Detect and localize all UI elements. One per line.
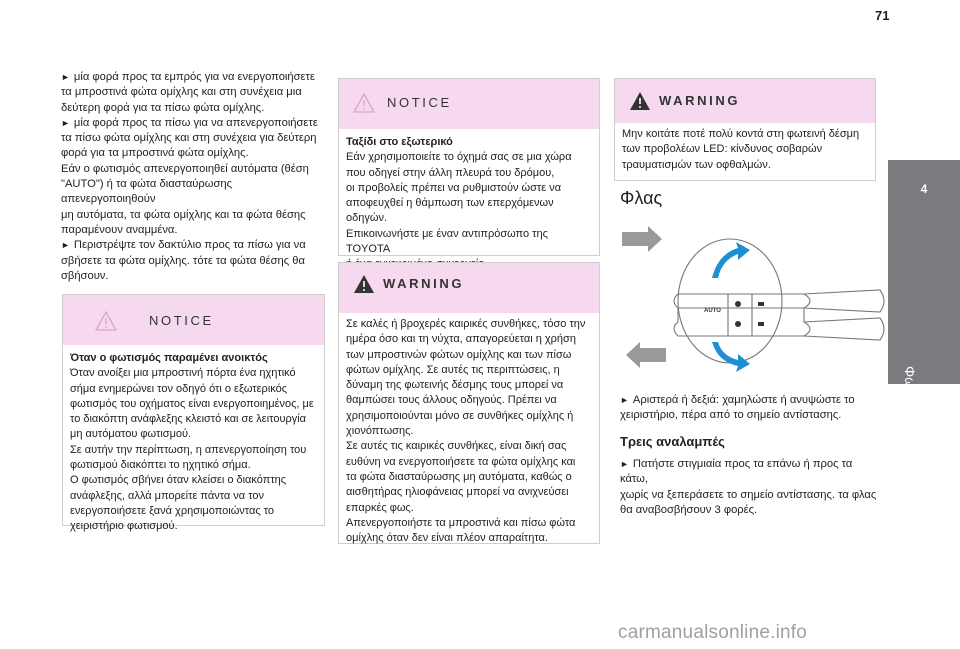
warning-box-fog-lights: [338, 262, 600, 544]
three-flashes-text: [620, 457, 882, 518]
notice-title: Όταν ο φωτισμός παραμένει ανοικτός: [70, 352, 268, 364]
text-line: που οδηγεί στην άλλη πλευρά του δρόμου,: [346, 166, 555, 179]
chapter-tab[interactable]: [888, 160, 960, 518]
notice-label: NOTICE: [149, 313, 214, 328]
line-text: χειριστήριο, πέρα από το σημείο αντίστασης.: [620, 409, 842, 422]
notice-label: NOTICE: [387, 95, 452, 110]
text-line: [61, 146, 326, 161]
bullet-arrow-icon: ►: [61, 240, 70, 251]
notice-title: Ταξίδι στο εξωτερικό: [346, 136, 453, 148]
text-line: [61, 70, 326, 85]
three-flashes-heading: Τρεις αναλαμπές: [620, 434, 725, 449]
text-line: [620, 503, 882, 518]
bullet-arrow-icon: ►: [620, 395, 629, 405]
line-text: Εάν ο φωτισμός απενεργοποιηθεί αυτόματα (θέση: [61, 162, 309, 175]
text-line: [620, 488, 882, 503]
text-line: τραυματισμών των οφθαλμών.: [622, 158, 771, 171]
text-line: [61, 116, 326, 131]
chapter-title: Φωτισμός και ορατότητα: [902, 366, 918, 518]
line-text: χωρίς να ξεπεράσετε το σημείο αντίστασης. τα φλας: [620, 488, 877, 501]
text-line: Ο φωτισμός σβήνει όταν κλείσει ο διακόπτης: [70, 474, 287, 487]
stalk-auto-label: AUTO: [704, 308, 721, 314]
line-text: Αριστερά ή δεξιά: χαμηλώστε ή ανυψώστε το: [632, 394, 855, 406]
text-line: [61, 223, 326, 238]
turn-signal-stalk-illustration: [618, 226, 888, 376]
text-line: επαρκές φως.: [346, 501, 414, 514]
warning-triangle-icon: [629, 91, 651, 111]
text-line: Απενεργοποιήστε τα μπροστινά και πίσω φώτα: [346, 516, 576, 529]
line-text: μη αυτόματα, τα φώτα ομίχλης και τα φώτα θέσης: [61, 208, 306, 221]
text-line: [61, 208, 326, 223]
notice-box-lights-on: [62, 294, 325, 533]
text-line: [61, 238, 326, 253]
notice-triangle-icon: [353, 93, 375, 113]
page-number: 71: [875, 8, 890, 23]
text-line: αισθητήρας ηλιοφάνειας μπορεί να ανιχνεύσει: [346, 486, 569, 499]
text-line: οδηγών.: [346, 212, 388, 225]
text-line: τα φώτα διασταύρωσης μη αυτόματα, καθώς ο: [346, 470, 572, 483]
warning-box-led: [614, 78, 876, 181]
notice-triangle-icon: [95, 311, 117, 331]
warning-label: WARNING: [659, 93, 741, 108]
line-text: σβήσουν.: [61, 269, 109, 282]
text-line: φωτισμός του οχήματος είναι ενεργοποιημένος, με: [70, 397, 314, 410]
line-text: "AUTO") ή τα φώτα διασταύρωσης απενεργοποιηθούν: [61, 178, 233, 206]
notice-header: [339, 79, 599, 129]
stalk-outline-icon: [674, 239, 884, 363]
text-line: [620, 393, 882, 408]
flash-heading: Φλας: [620, 188, 663, 208]
line-text: δεύτερη φορά για τα πίσω φώτα ομίχλης.: [61, 101, 265, 114]
text-line: σήμα ενημερώνει τον οδηγό ότι ο εξωτερικός: [70, 382, 288, 395]
arrow-left-icon: [626, 342, 666, 368]
light-symbols-icon: [735, 301, 764, 327]
warning-triangle-icon: [353, 274, 375, 294]
line-text: Πατήστε στιγμιαία προς τα επάνω ή προς τα κάτω,: [620, 458, 853, 486]
text-line: των μπροστινών φώτων ομίχλης και των πίσω: [346, 348, 572, 361]
text-line: το διακόπτη ανάφλεξης κλειστό και σε λειτουργία: [70, 413, 307, 426]
column-1-text: [61, 70, 326, 284]
text-line: ομίχλης όταν δεν είναι πλέον απαραίτητα.: [346, 532, 548, 545]
line-text: σβήσετε τα φώτα ομίχλης. τότε τα φώτα θέσης θα: [61, 254, 305, 267]
text-line: Όταν ανοίξει μια μπροστινή πόρτα ένα ηχητικό: [70, 367, 296, 380]
line-text: τα μπροστινά φώτα ομίχλης και στη συνέχεια μια: [61, 86, 302, 99]
text-line: Μην κοιτάτε ποτέ πολύ κοντά στη φωτεινή δέσμη: [622, 128, 860, 140]
text-line: ενεργοποιήσετε ξανά χρησιμοποιώντας το: [70, 504, 275, 517]
line-text: παραμένουν αναμμένα.: [61, 223, 178, 236]
text-line: χρησιμοποιούνται μόνο σε συνθήκες ομίχλης ή: [346, 409, 574, 422]
text-line: [620, 408, 882, 423]
text-line: [61, 254, 326, 269]
text-line: [61, 269, 326, 284]
text-line: Σε αυτήν την περίπτωση, η απενεργοποίηση του: [70, 443, 307, 456]
arrow-right-icon: [622, 226, 662, 252]
text-line: χιονόπτωσης.: [346, 425, 414, 438]
warning-header: [615, 79, 875, 123]
line-text: θα αναβοσβήσουν 3 φορές.: [620, 503, 758, 516]
text-line: φωτισμού διακόπτει το ηχητικό σήμα.: [70, 459, 251, 472]
text-line: Επικοινωνήστε με έναν αντιπρόσωπο της TOYOTA: [346, 227, 548, 256]
text-line: [61, 131, 326, 146]
watermark: carmanualsonline.info: [618, 622, 808, 643]
chapter-number: 4: [920, 182, 928, 196]
text-line: ευθύνη να ενεργοποιήσετε τα φώτα ομίχλης και: [346, 455, 576, 468]
text-line: δύναμη της φωτεινής δέσμης τους μπορεί να: [346, 379, 564, 392]
notice-header: [63, 295, 324, 345]
text-line: Σε καλές ή βροχερές καιρικές συνθήκες, τόσο την: [346, 318, 586, 330]
flash-instructions: [620, 393, 882, 424]
text-line: αποφευχθεί η θάμπωση των επερχόμενων: [346, 197, 554, 210]
line-text: μία φορά προς τα πίσω για να απενεργοποιήσετε: [73, 116, 318, 129]
text-line: χειριστήριο φωτισμού.: [70, 520, 178, 533]
text-line: [620, 457, 882, 488]
bullet-arrow-icon: ►: [61, 117, 70, 128]
text-line: φώτων ομίχλης. Σε αυτές τις περιπτώσεις, η: [346, 363, 560, 376]
warning-label: WARNING: [383, 276, 465, 291]
text-line: ανάφλεξης, αλλά μπορείτε πάντα να τον: [70, 489, 265, 502]
warning-header: [339, 263, 599, 313]
line-text: μία φορά προς τα εμπρός για να ενεργοποιήσετε: [73, 71, 315, 83]
line-text: Περιστρέψτε τον δακτύλιο προς τα πίσω για να: [73, 239, 306, 252]
bullet-arrow-icon: ►: [61, 72, 70, 82]
text-line: των προβολέων LED: κίνδυνος σοβαρών: [622, 143, 823, 156]
bullet-arrow-icon: ►: [620, 459, 629, 469]
text-line: [61, 177, 326, 208]
text-line: [61, 101, 326, 116]
text-line: Εάν χρησιμοποιείτε το όχημά σας σε μια χώρα: [346, 151, 572, 164]
turn-up-arrow-icon: [712, 242, 750, 278]
text-line: ημέρα όσο και τη νύχτα, απαγορεύεται η χρήση: [346, 333, 576, 346]
turn-down-arrow-icon: [712, 342, 750, 372]
notice-box-travel-abroad: [338, 78, 600, 256]
line-text: φορά για τα μπροστινά φώτα ομίχλης.: [61, 147, 249, 160]
line-text: τα πίσω φώτα ομίχλης και στη συνέχεια για δεύτερη: [61, 132, 317, 145]
text-line: Σε αυτές τις καιρικές συνθήκες, είναι δική σας: [346, 440, 567, 453]
text-line: θαμπώσει τους άλλους οδηγούς. Πρέπει να: [346, 394, 557, 407]
text-line: [61, 162, 326, 177]
text-line: μη αυτόματου φωτισμού.: [70, 428, 192, 441]
text-line: οι προβολείς πρέπει να ρυθμιστούν ώστε να: [346, 181, 562, 194]
text-line: [61, 85, 326, 100]
